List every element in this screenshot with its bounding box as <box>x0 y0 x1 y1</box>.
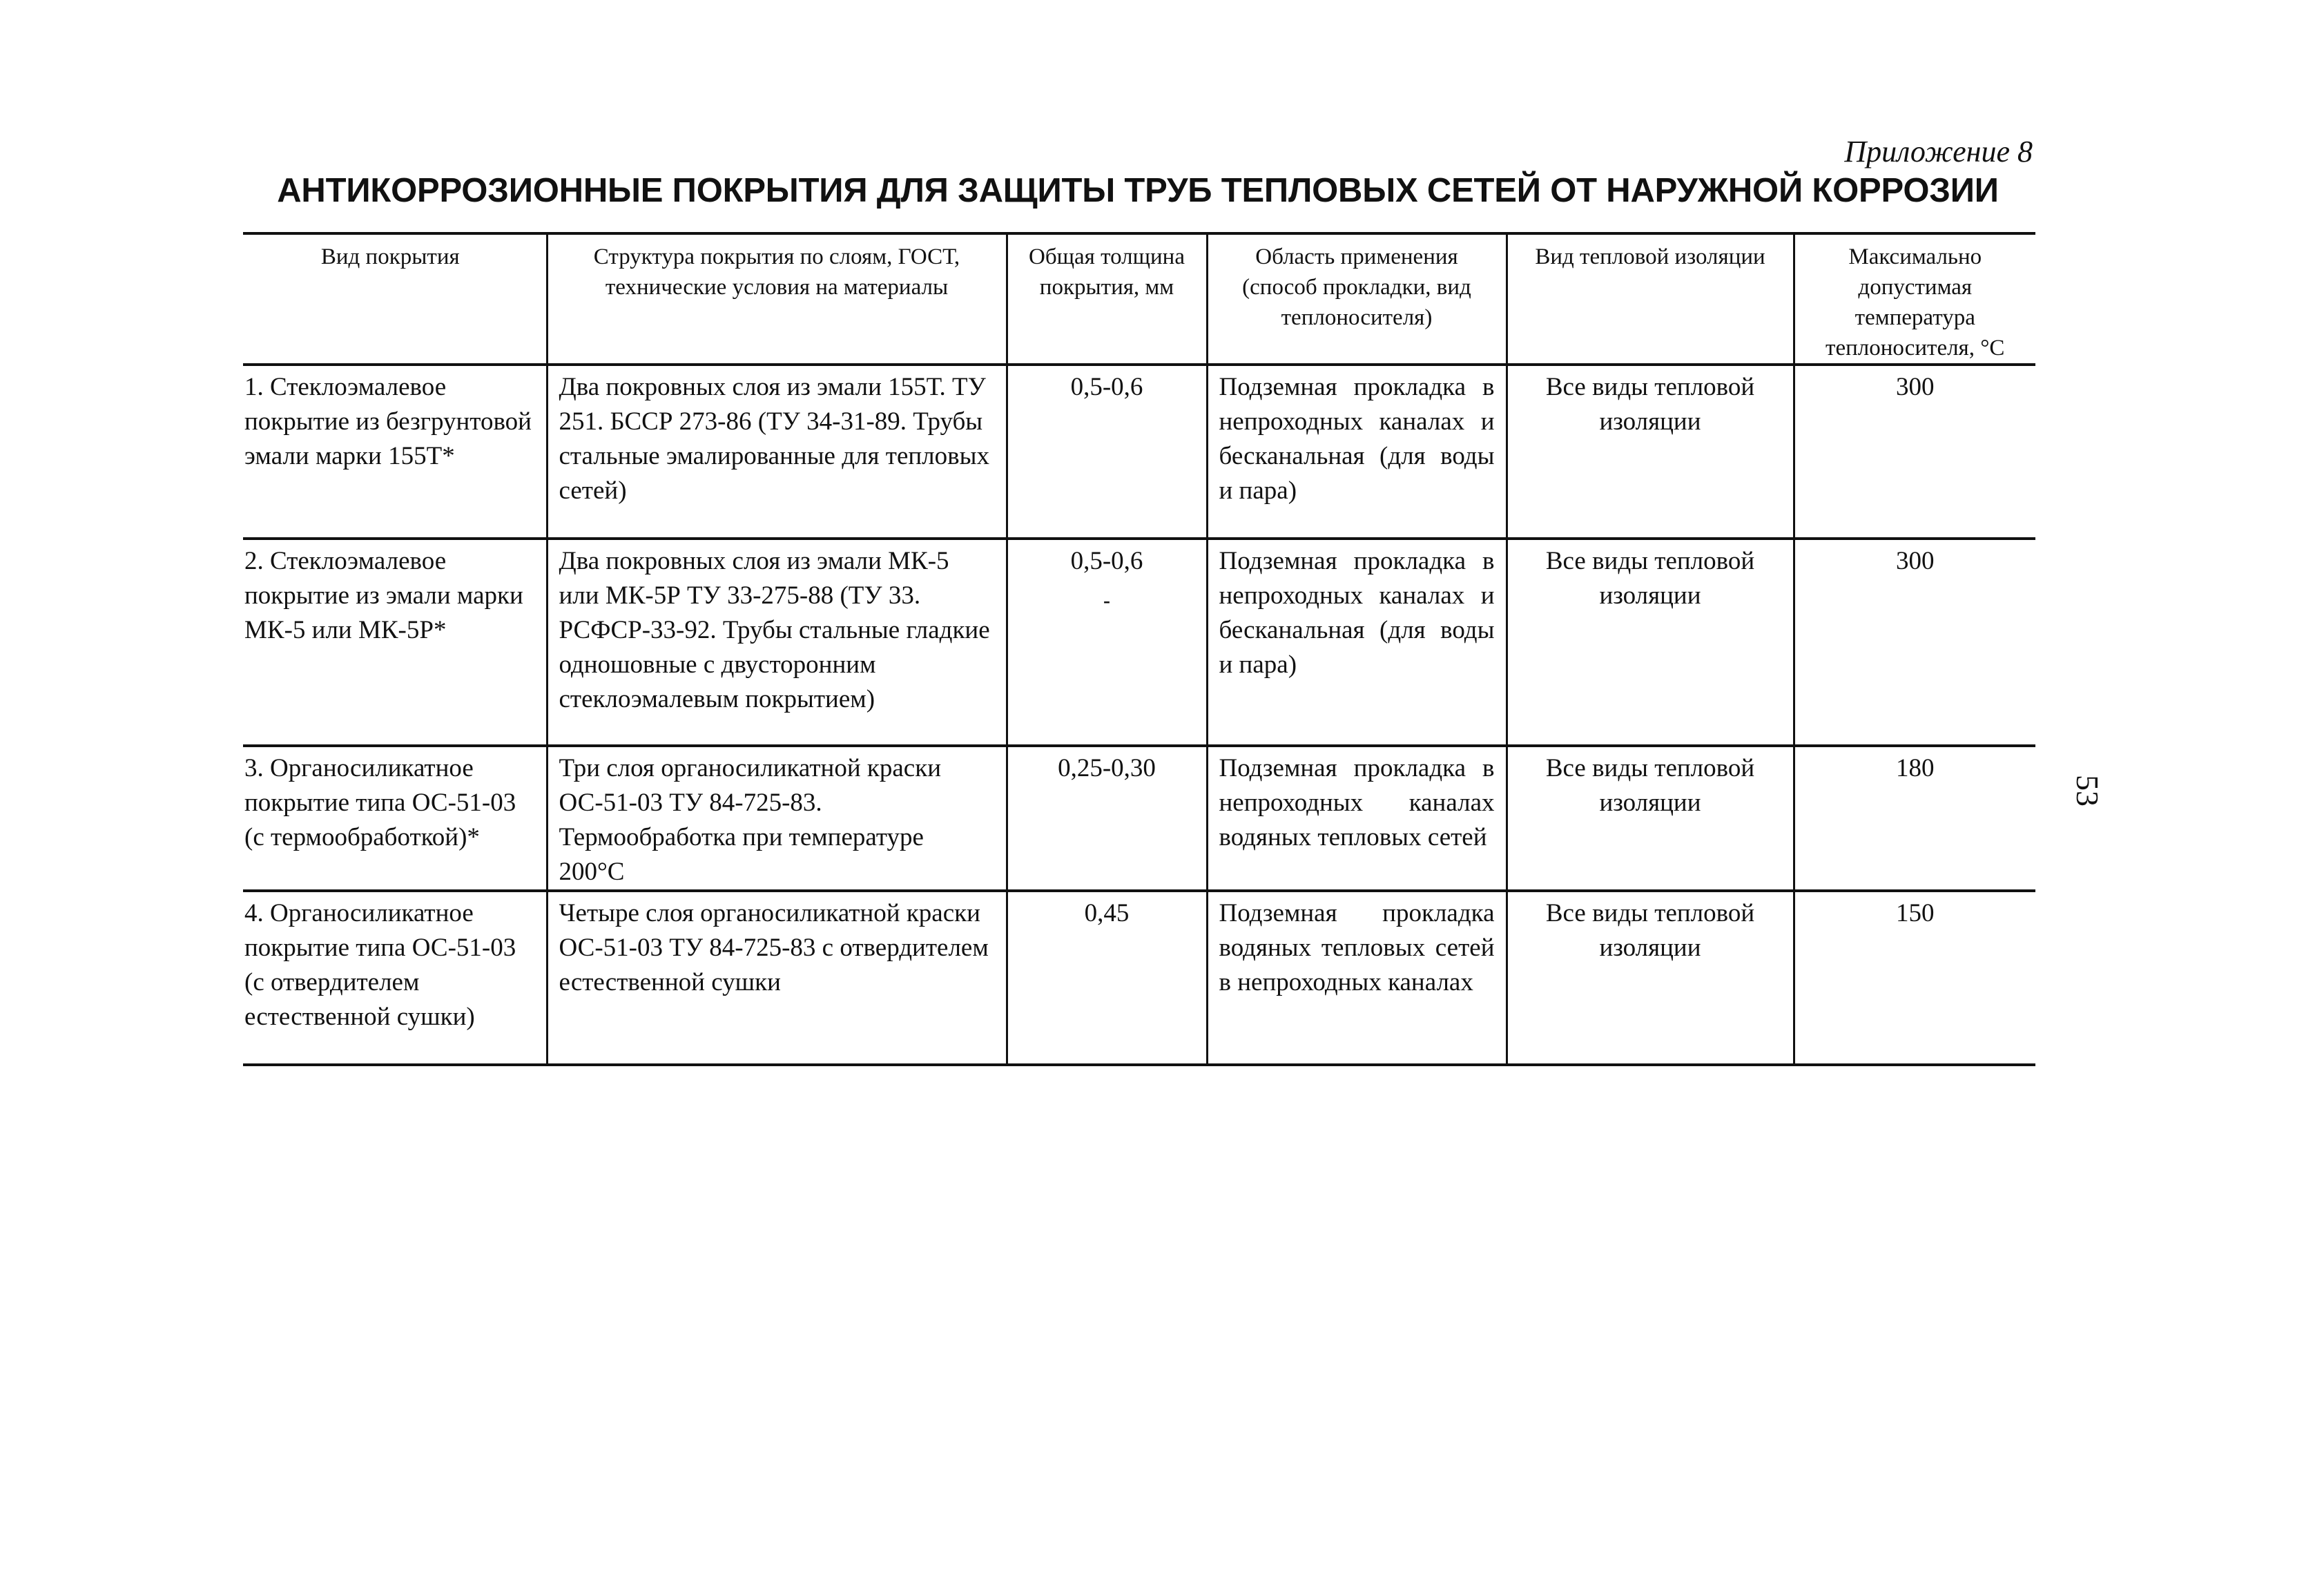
cell-thickness: 0,45 <box>1007 891 1207 1065</box>
cell-insulation: Все виды тепловой изоляции <box>1507 746 1794 891</box>
cell-insulation: Все виды тепловой изоляции <box>1507 365 1794 539</box>
cell-thickness: 0,5-0,6 <box>1007 365 1207 539</box>
header-coating-type: Вид покрытия <box>243 233 547 365</box>
cell-application: Подземная прокладка водяных тепловых сетей в непроходных каналах <box>1207 891 1507 1065</box>
document-title: АНТИКОРРОЗИОННЫЕ ПОКРЫТИЯ ДЛЯ ЗАЩИТЫ ТРУБ ТЕПЛОВЫХ СЕТЕЙ ОТ НАРУЖНОЙ КОРРОЗИИ <box>277 172 1999 209</box>
cell-max-temperature: 150 <box>1794 891 2035 1065</box>
appendix-label: Приложение 8 <box>1844 135 2033 168</box>
cell-coating-type: 1. Стеклоэмалевое покрытие из безгрунтовой эмали марки 155Т* <box>243 365 547 539</box>
header-thickness: Общая толщина покрытия, мм <box>1007 233 1207 365</box>
cell-structure: Три слоя органосиликатной краски ОС-51-03 ТУ 84-725-83. Термообработка при температуре 200°С <box>547 746 1007 891</box>
cell-insulation: Все виды тепловой изоляции <box>1507 539 1794 746</box>
table-row <box>243 365 2035 539</box>
header-max-temperature: Максимально допустимая температура теплоносителя, °С <box>1794 233 2035 365</box>
header-insulation: Вид тепловой изоляции <box>1507 233 1794 365</box>
header-structure: Структура покрытия по слоям, ГОСТ, технические условия на материалы <box>547 233 1007 365</box>
cell-thickness <box>1007 539 1207 746</box>
table-row <box>243 539 2035 746</box>
cell-application: Подземная прокладка в непроходных каналах водяных тепловых сетей <box>1207 746 1507 891</box>
cell-structure: Два покровных слоя из эмали МК-5 или МК-5Р ТУ 33-275-88 (ТУ 33. РСФСР-33-92. Трубы стальные гладкие одношовные с двусторонним стеклоэмалевым покрытием) <box>547 539 1007 746</box>
cell-max-temperature: 300 <box>1794 365 2035 539</box>
header-application: Область применения (способ прокладки, вид теплоносителя) <box>1207 233 1507 365</box>
thickness-mark: - <box>1103 589 1110 612</box>
cell-insulation: Все виды тепловой изоляции <box>1507 891 1794 1065</box>
cell-structure: Четыре слоя органосиликатной краски ОС-51-03 ТУ 84-725-83 с отвердителем естественной сушки <box>547 891 1007 1065</box>
cell-coating-type: 3. Органосиликатное покрытие типа ОС-51-03 (с термообработкой)* <box>243 746 547 891</box>
cell-max-temperature: 300 <box>1794 539 2035 746</box>
coatings-table <box>243 232 2035 1066</box>
cell-application: Подземная прокладка в непроходных каналах и бесканальная (для воды и пара) <box>1207 365 1507 539</box>
cell-application: Подземная прокладка в непроходных каналах и бесканальная (для воды и пара) <box>1207 539 1507 746</box>
cell-coating-type: 4. Органосиликатное покрытие типа ОС-51-03 (с отвердителем естественной сушки) <box>243 891 547 1065</box>
cell-structure: Два покровных слоя из эмали 155Т. ТУ 251. БССР 273-86 (ТУ 34-31-89. Трубы стальные эмалированные для тепловых сетей) <box>547 365 1007 539</box>
table-row <box>243 746 2035 891</box>
page-number: 53 <box>2070 775 2105 807</box>
cell-thickness: 0,25-0,30 <box>1007 746 1207 891</box>
cell-coating-type: 2. Стеклоэмалевое покрытие из эмали марки МК-5 или МК-5Р* <box>243 539 547 746</box>
table-header-row <box>243 233 2035 365</box>
cell-max-temperature: 180 <box>1794 746 2035 891</box>
table-row <box>243 891 2035 1065</box>
thickness-value: 0,5-0,6 <box>1070 547 1143 575</box>
